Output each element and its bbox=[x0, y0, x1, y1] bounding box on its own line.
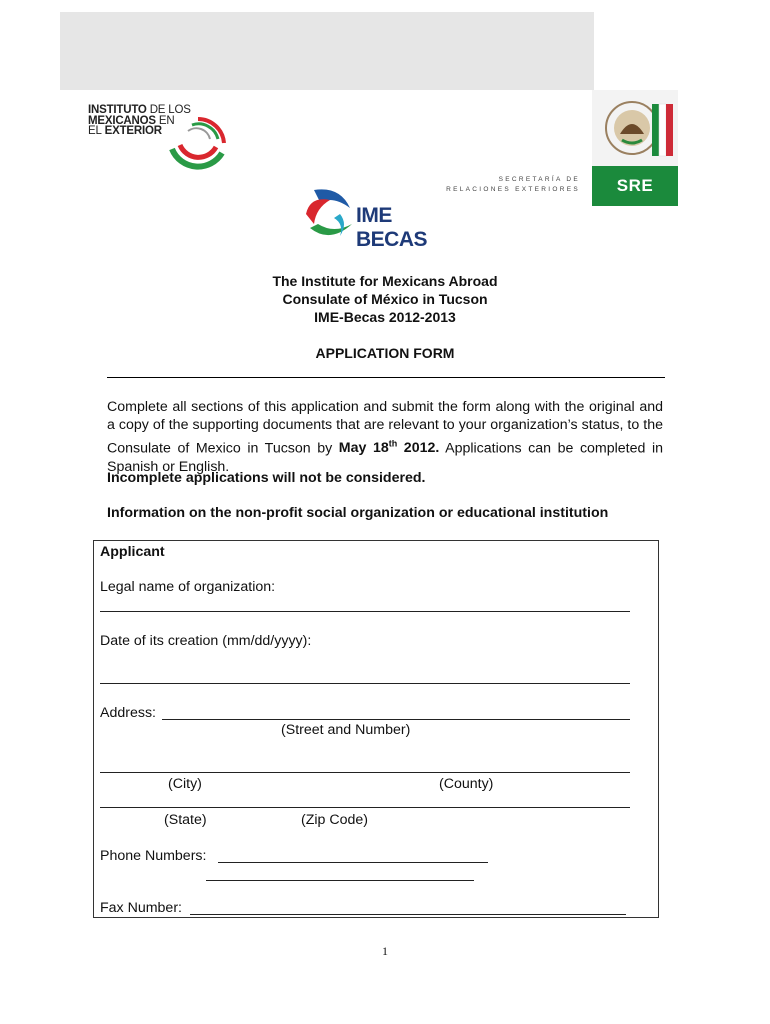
state-zip-field[interactable] bbox=[100, 807, 630, 808]
phone-number-field-1[interactable] bbox=[218, 862, 488, 863]
instructions-paragraph: Complete all sections of this application and submit the form along with the original and a copy of the supporting documents that are relevant to your organization’s status, to the Consulate of Mexico in Tucson by May 18th 2012. Applications can be completed in Spanish or English. bbox=[107, 399, 664, 475]
sre-badge: SRE bbox=[592, 166, 678, 206]
applicant-heading: Applicant bbox=[100, 544, 165, 560]
mexico-seal-icon bbox=[592, 90, 678, 166]
phone-numbers-label: Phone Numbers: bbox=[100, 848, 207, 864]
incomplete-warning: Incomplete applications will not be considered. bbox=[107, 470, 426, 486]
page-number: 1 bbox=[382, 944, 388, 958]
county-caption: (County) bbox=[439, 776, 494, 792]
legal-name-label: Legal name of organization: bbox=[100, 579, 276, 595]
street-field[interactable] bbox=[162, 719, 630, 720]
becas-wordmark: IME BECAS bbox=[356, 204, 428, 251]
institute-name: The Institute for Mexicans Abroad bbox=[272, 273, 498, 289]
program-name: IME-Becas 2012-2013 bbox=[314, 309, 456, 325]
ime-logo bbox=[88, 105, 238, 175]
sre-wordmark: SECRETARÍA DE RELACIONES EXTERIORES bbox=[446, 176, 580, 193]
city-county-field[interactable] bbox=[100, 772, 630, 773]
creation-date-field[interactable] bbox=[100, 683, 630, 684]
ime-logo-text: INSTITUTO DE LOS MEXICANOS EN EL EXTERIOR bbox=[88, 104, 191, 137]
address-label: Address: bbox=[100, 705, 156, 721]
ime-swirl-icon bbox=[162, 109, 232, 175]
phone-number-field-2[interactable] bbox=[206, 880, 474, 881]
legal-name-field[interactable] bbox=[100, 611, 630, 612]
street-number-caption: (Street and Number) bbox=[281, 722, 411, 738]
city-caption: (City) bbox=[168, 776, 202, 792]
creation-date-label: Date of its creation (mm/dd/yyyy): bbox=[100, 633, 312, 649]
state-caption: (State) bbox=[164, 812, 207, 828]
zip-code-caption: (Zip Code) bbox=[301, 812, 369, 828]
fax-number-label: Fax Number: bbox=[100, 900, 182, 916]
fax-number-field[interactable] bbox=[190, 914, 626, 915]
ime-becas-logo bbox=[300, 184, 450, 251]
form-title: APPLICATION FORM bbox=[315, 345, 455, 361]
becas-swirl-icon bbox=[300, 184, 360, 244]
consulate-name: Consulate of México in Tucson bbox=[282, 291, 488, 307]
section-heading: Information on the non-profit social organization or educational institution bbox=[107, 505, 609, 521]
header-gray-band bbox=[60, 12, 594, 90]
title-divider bbox=[107, 377, 665, 378]
applicant-form bbox=[93, 540, 659, 918]
sre-logo bbox=[592, 90, 678, 206]
